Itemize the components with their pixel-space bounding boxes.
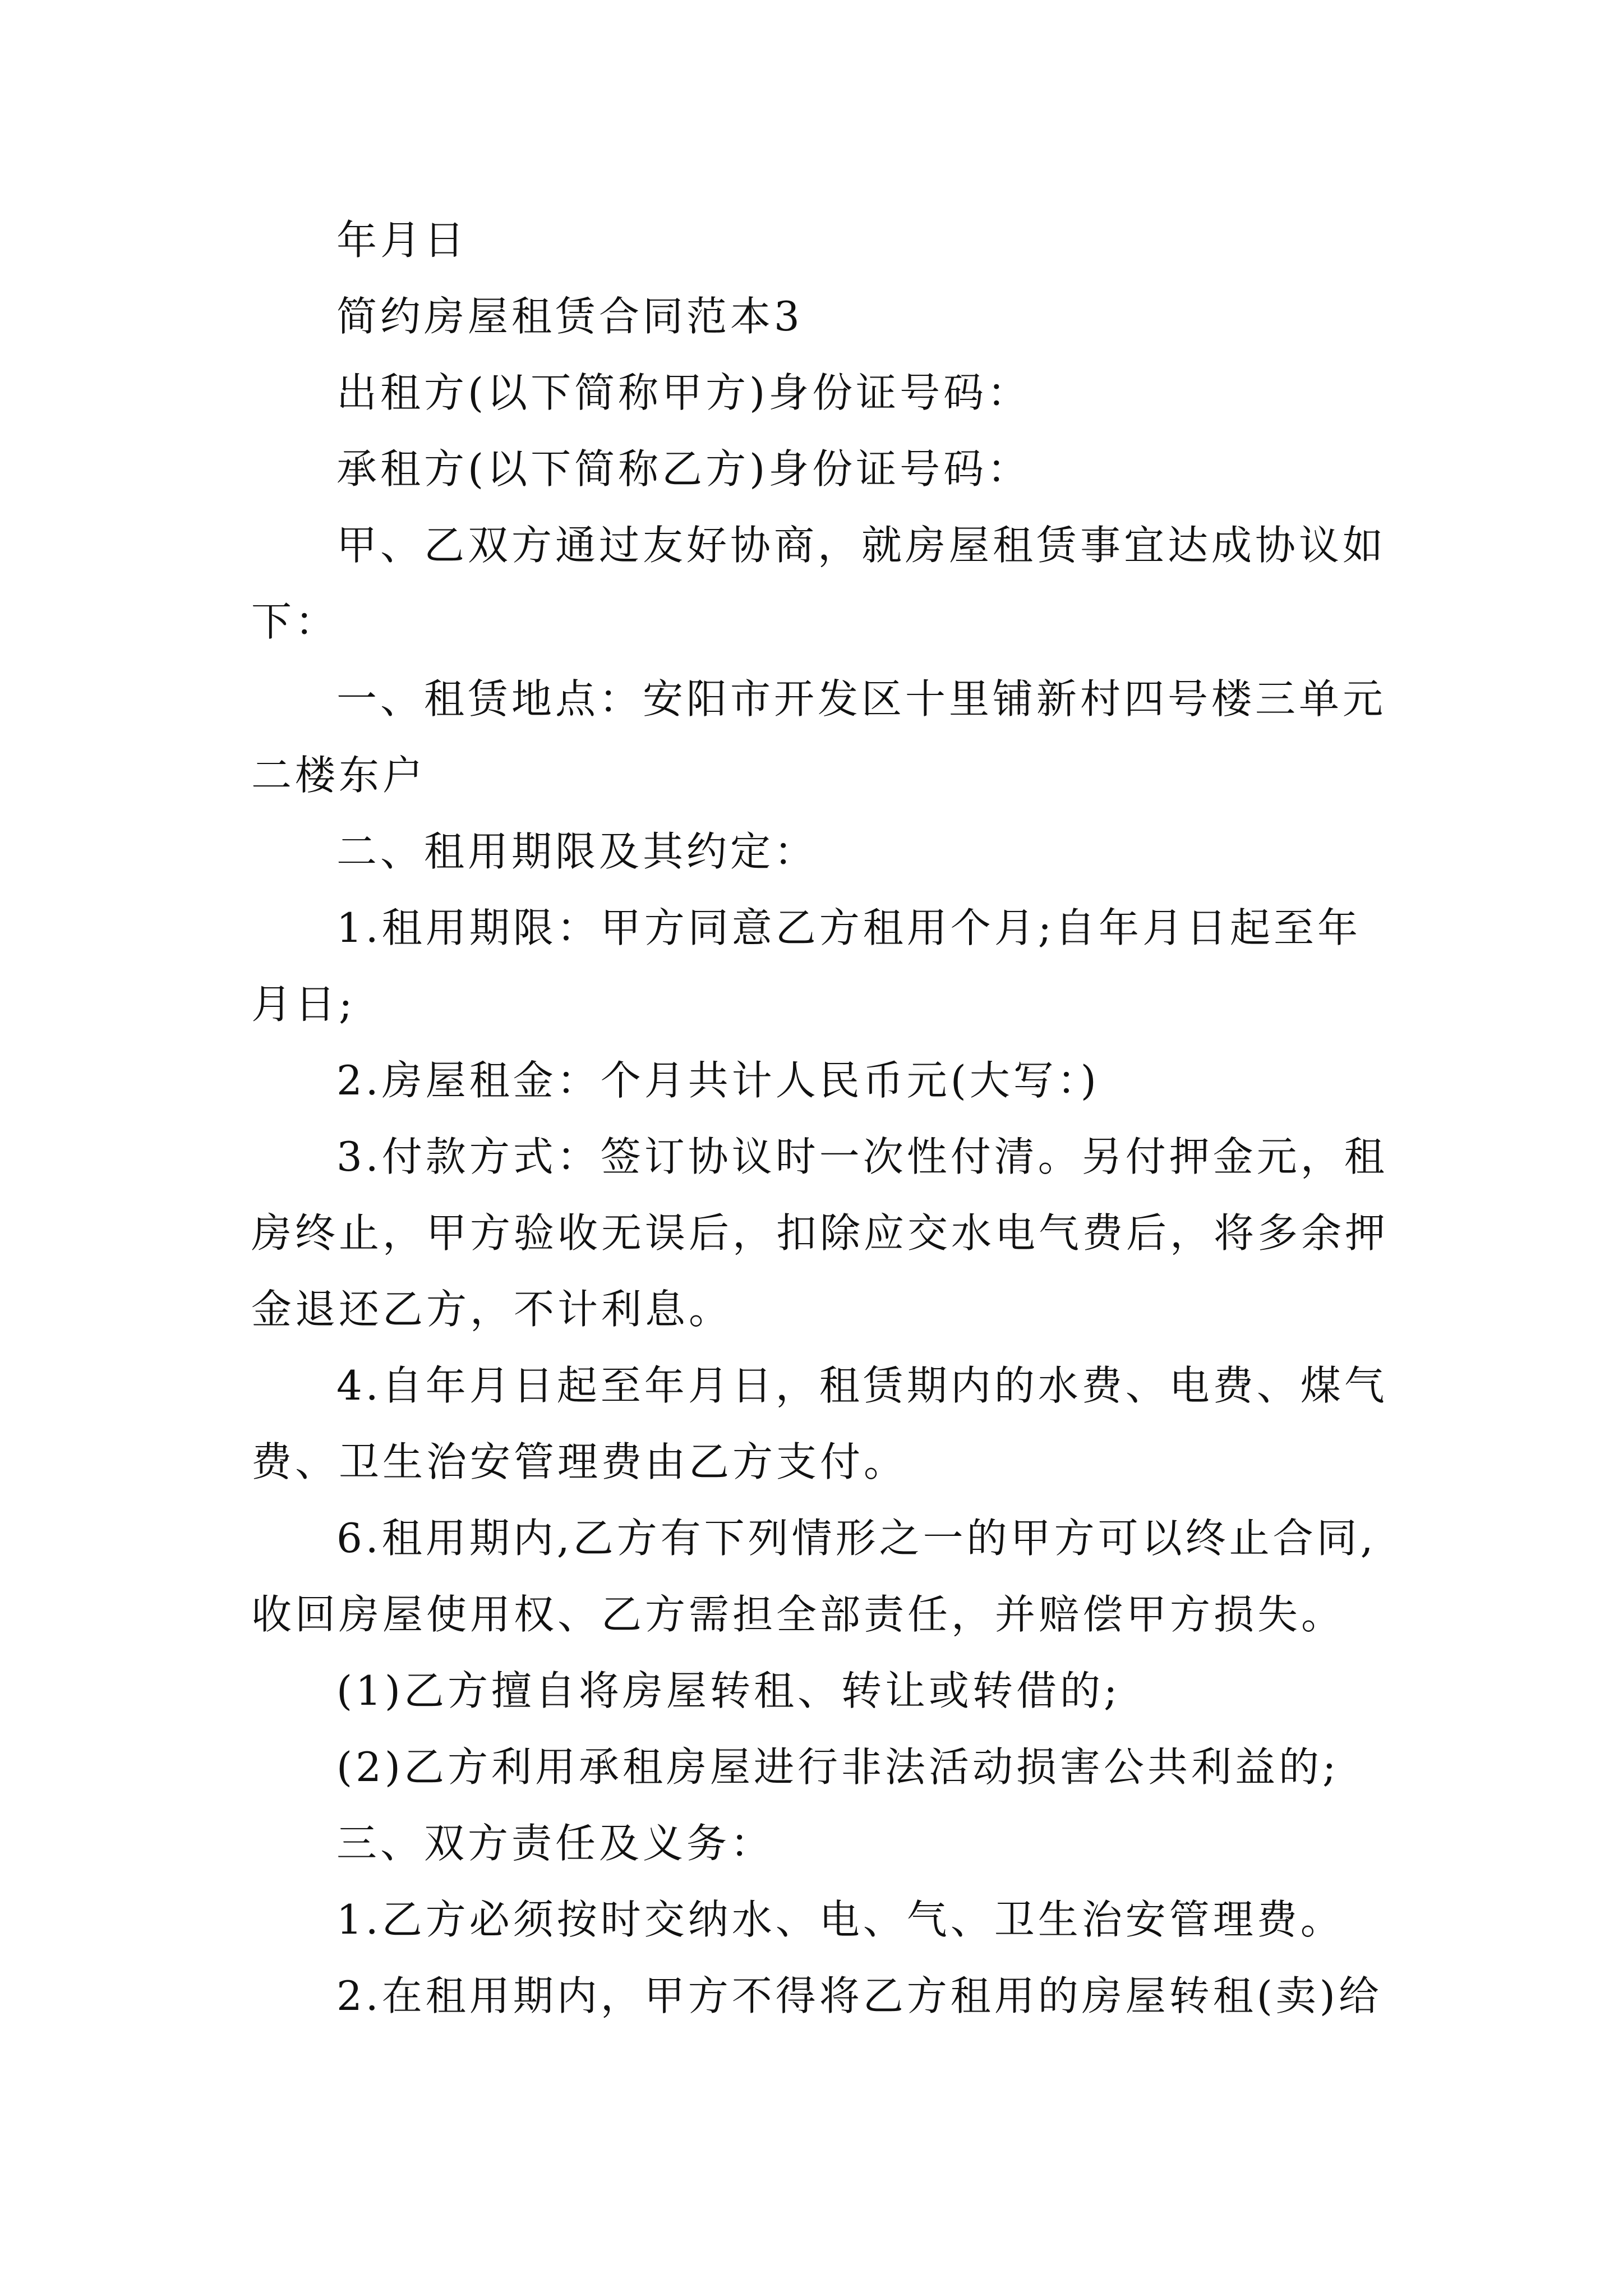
text-line-duty-1: 1.乙方必须按时交纳水、电、气、卫生治安管理费。	[336, 1896, 1344, 1943]
text-line-duty-2: 2.在租用期内，甲方不得将乙方租用的房屋转租(卖)给	[336, 1972, 1382, 2019]
text-line-payment: 3.付款方式：签订协议时一次性付清。另付押金元，租	[336, 1133, 1388, 1180]
text-line-lessee: 承租方(以下简称乙方)身份证号码：	[336, 445, 1031, 493]
text-line-term: 1.租用期限：甲方同意乙方租用个月;自年月日起至年	[336, 904, 1361, 951]
document-title: 简约房屋租赁合同范本3	[336, 293, 803, 340]
text-line-termination-cont: 收回房屋使用权、乙方需担全部责任，并赔偿甲方损失。	[251, 1591, 1345, 1638]
text-line-utilities-cont: 费、卫生治安管理费由乙方支付。	[251, 1438, 908, 1485]
text-line-clause-2: (2)乙方利用承租房屋进行非法活动损害公共利益的;	[336, 1743, 1340, 1791]
text-line-date: 年月日	[336, 217, 468, 264]
text-line-intro-cont: 下：	[251, 598, 339, 645]
text-line-rent: 2.房屋租金：个月共计人民币元(大写：)	[336, 1057, 1100, 1104]
text-line-term-cont: 月日;	[251, 981, 356, 1028]
text-line-section-1-cont: 二楼东户	[251, 752, 427, 799]
text-line-payment-cont-2: 金退还乙方，不计利息。	[251, 1286, 733, 1333]
text-line-termination: 6.租用期内,乙方有下列情形之一的甲方可以终止合同,	[336, 1515, 1377, 1562]
text-line-utilities: 4.自年月日起至年月日，租赁期内的水费、电费、煤气	[336, 1362, 1388, 1409]
text-line-section-2: 二、租用期限及其约定：	[336, 828, 818, 875]
text-line-section-3: 三、双方责任及义务：	[336, 1820, 774, 1867]
text-line-section-1: 一、租赁地点：安阳市开发区十里铺新村四号楼三单元	[336, 675, 1387, 723]
text-line-lessor: 出租方(以下简称甲方)身份证号码：	[336, 369, 1031, 416]
text-line-payment-cont-1: 房终止，甲方验收无误后，扣除应交水电气费后，将多余押	[251, 1209, 1389, 1257]
text-line-intro: 甲、乙双方通过友好协商，就房屋租赁事宜达成协议如	[336, 522, 1387, 569]
text-line-clause-1: (1)乙方擅自将房屋转租、转让或转借的;	[336, 1667, 1121, 1714]
